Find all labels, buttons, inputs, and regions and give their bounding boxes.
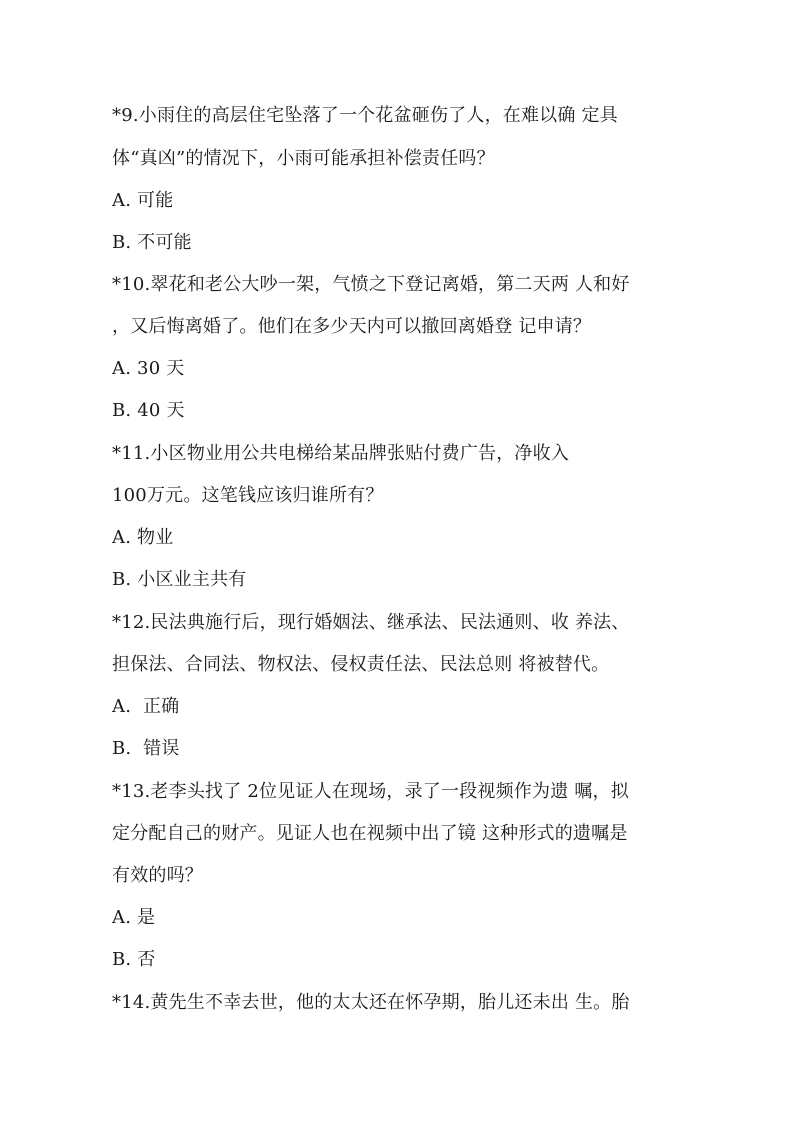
question-12-line-1: *12.民法典施行后，现行婚姻法、继承法、民法通则、收 养法、 [112, 612, 630, 633]
question-12-option-a: A. 正确 [112, 696, 180, 717]
question-10-line-1: *10.翠花和老公大吵一架，气愤之下登记离婚，第二天两 人和好 [112, 274, 630, 295]
question-13-line-2: 定分配自己的财产。见证人也在视频中出了镜 这种形式的遗嘱是 [112, 823, 628, 844]
question-12-option-b: B. 错误 [112, 738, 180, 759]
question-11-option-a: A. 物业 [112, 527, 174, 548]
question-10-option-a: A. 30 天 [112, 358, 185, 379]
question-9-line-2: 体“真凶”的情况下，小雨可能承担补偿责任吗？ [112, 148, 495, 169]
question-11-line-2: 100万元。这笔钱应该归谁所有？ [112, 485, 384, 506]
question-13-line-3: 有效的吗？ [112, 865, 203, 886]
question-14-line-1: *14.黄先生不幸去世，他的太太还在怀孕期，胎儿还未出 生。胎 [112, 992, 630, 1013]
question-10-option-b: B. 40 天 [112, 400, 185, 421]
question-13-option-b: B. 否 [112, 949, 156, 970]
question-9-option-b: B. 不可能 [112, 232, 192, 253]
question-11-line-1: *11.小区物业用公共电梯给某品牌张贴付费广告，净收入 [112, 443, 570, 464]
question-13-line-1: *13.老李头找了 2位见证人在现场，录了一段视频作为遗 嘱，拟 [112, 781, 629, 802]
question-9-option-a: A. 可能 [112, 190, 174, 211]
question-13-option-a: A. 是 [112, 907, 156, 928]
question-9-line-1: *9.小雨住的高层住宅坠落了一个花盆砸伤了人，在难以确 定具 [112, 105, 618, 126]
question-11-option-b: B. 小区业主共有 [112, 569, 247, 590]
question-10-line-2: ，又后悔离婚了。他们在多少天内可以撤回离婚登 记申请？ [112, 316, 592, 337]
question-12-line-2: 担保法、合同法、物权法、侵权责任法、民法总则 将被替代。 [112, 654, 610, 675]
